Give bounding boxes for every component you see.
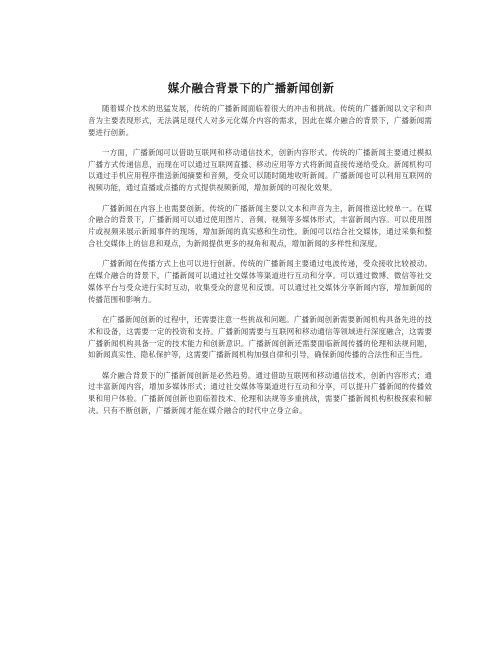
paragraph: 媒介融合背景下的广播新闻创新是必然趋势。通过借助互联网和移动通信技术，创新内容形式；通过丰富新闻内容，增加多媒体形式；通过社交媒体等渠道进行互动和分享，可以提升广播新闻的传播效果和用户体验。广播新闻创新也面临着技术、伦理和法规等多重挑战，需要广播新闻机构积极探索和解决。只有不断创新，广播新闻才能在媒介融合的时代中立身立命。 [88,370,432,416]
paragraph: 一方面，广播新闻可以借助互联网和移动通信技术，创新内容形式。传统的广播新闻主要通过模拟广播方式传递信息，而现在可以通过互联网直播、移动应用等方式将新闻直接传递给受众。新闻机构可以通过手机应用程序推送新闻摘要和音频，受众可以随时随地收听新闻。广播新闻也可以利用互联网的视频功能，通过直播或点播的方式提供视频新闻，增加新闻的可视化效果。 [88,147,432,193]
paragraph: 广播新闻在传播方式上也可以进行创新。传统的广播新闻主要通过电波传递，受众接收比较被动。在媒介融合的背景下，广播新闻可以通过社交媒体等渠道进行互动和分享。可以通过微博、微信等社交媒体平台与受众进行实时互动，收集受众的意见和反馈。可以通过社交媒体分享新闻内容，增加新闻的传播范围和影响力。 [88,259,432,304]
paragraph: 广播新闻在内容上也需要创新。传统的广播新闻主要以文本和声音为主，新闻推送比较单一。在媒介融合的背景下，广播新闻可以通过使用图片、音频、视频等多媒体形式，丰富新闻内容。可以使用图片或视频来展示新闻事件的现场，增加新闻的真实感和生动性。新闻可以结合社交媒体，通过采集和整合社交媒体上的信息和观点，为新闻提供更多的视角和观点，增加新闻的多样性和深度。 [88,203,432,248]
document-title: 媒介融合背景下的广播新闻创新 [167,81,335,95]
paragraph: 随着媒介技术的迅猛发展，传统的广播新闻面临着很大的冲击和挑战。传统的广播新闻以文字和声音为主要表现形式，无法满足现代人对多元化媒介内容的需求，因此在媒介融合的背景下，广播新闻需要进行创新。 [88,104,432,137]
paragraph: 在广播新闻创新的过程中，还需要注意一些挑战和问题。广播新闻创新需要新闻机构具备先进的技术和设备，这需要一定的投资和支持。广播新闻需要与互联网和移动通信等领域进行深度融合，这需要广播新闻机构具备一定的技术能力和创新意识。广播新闻创新还需要面临新闻传播的伦理和法规问题，如新闻真实性、隐私保护等，这需要广播新闻机构加强自律和引导，确保新闻传播的合法性和正当性。 [88,314,432,360]
document-body [88,103,432,425]
